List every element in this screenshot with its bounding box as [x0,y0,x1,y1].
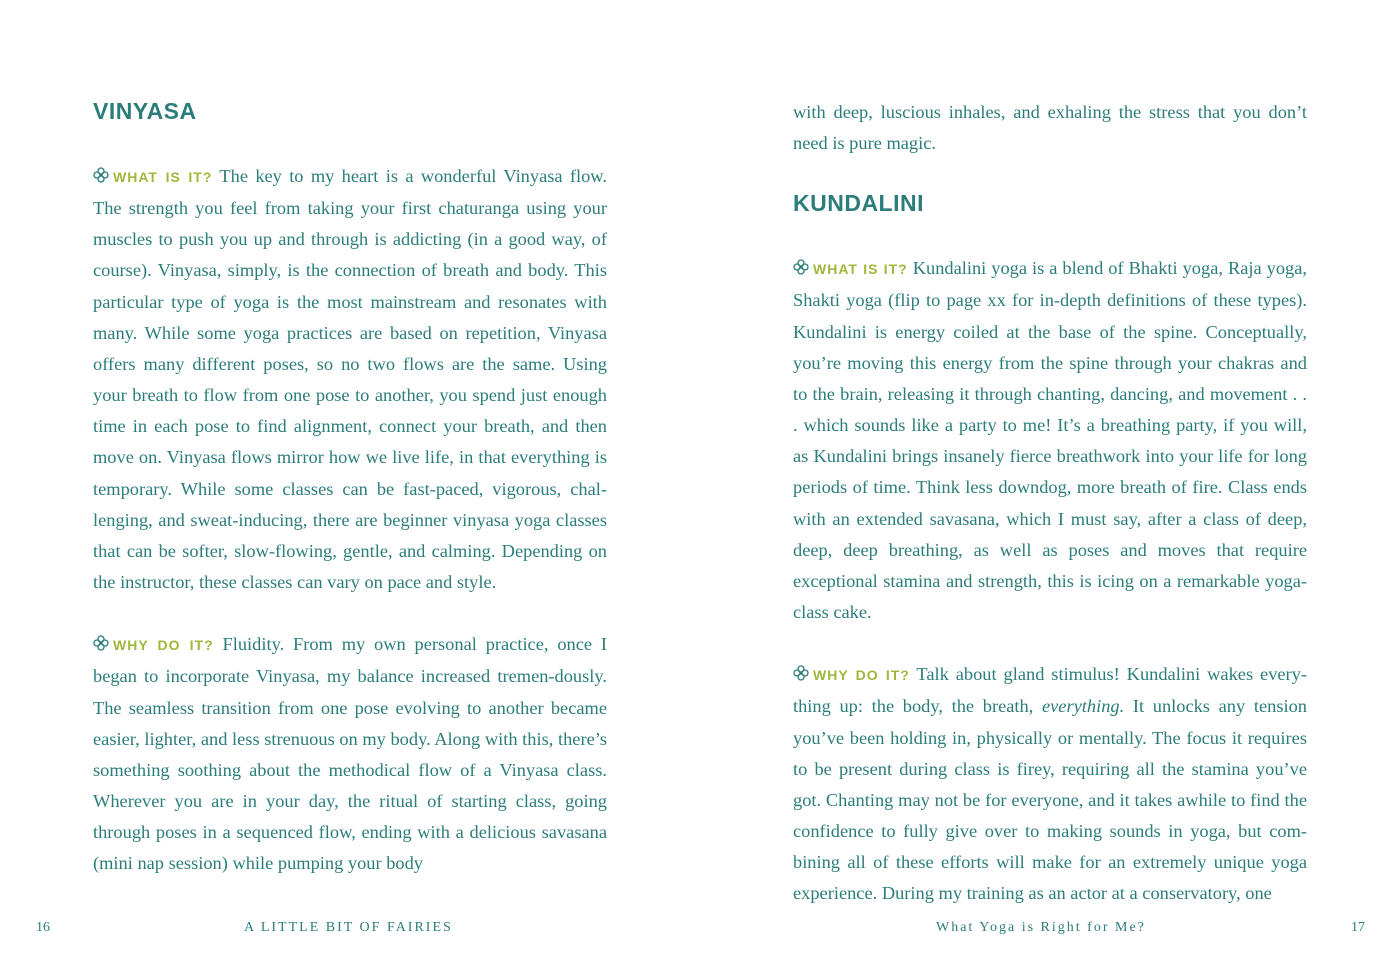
flower-icon [793,259,809,275]
right-column [793,97,1307,909]
section-heading-vinyasa: VINYASA [93,98,197,124]
vinyasa-why-paragraph [93,629,607,879]
what-is-it-label: WHAT IS IT? [813,261,908,278]
kundalini-why-emphasis: everything. [1041,696,1125,717]
vinyasa-why-text: Fluidity. From my own personal practice, once I began to incorporate Vinyasa, my balance increased tremen-dously. The seamless transition from one pose evolving to another became easier, lighter, and less strenuous on my body. Along with this, there’s something soothing about the methodical flow of a Vinyasa class. Wherever you are in your day, the ritual of starting class, going through poses in a sequenced flow, ending with a delicious savasana (mini nap session) while pumping your body [93,634,607,874]
flower-icon [93,167,109,183]
running-title-left: A LITTLE BIT OF FAIRIES [244,920,453,935]
kundalini-what-text: Kundalini yoga is a blend of Bhakti yoga, Raja yoga, Shakti yoga (flip to page xx for in-depth definitions of these types). Kundalini is energy coiled at the base of the spine. Conceptually, you’re moving this energy from the spine through your chakras and to the brain, releasing it through chanting, dancing, and movement . . . which sounds like a party to me! It’s a breathing party, if you will, as Kundalini brings insanely fierce breathwork into your life for long periods of time. Think less downdog, more breath of fire. Class ends with an extended savasana, which I must say, after a class of deep, deep, deep breathing, as well as poses and moves that require exceptional stamina and strength, this is icing on a remarkable yoga-class cake. [793,258,1307,623]
continuation-paragraph: with deep, luscious inhales, and exhaling the stress that you don’t need is pure magic. [793,102,1307,154]
page-number-right: 17 [1351,920,1365,935]
right-page [700,0,1400,980]
running-title-right: What Yoga is Right for Me? [936,920,1146,935]
what-is-it-label: WHAT IS IT? [113,169,213,185]
why-do-it-label: WHY DO IT? [113,637,214,654]
kundalini-why-text-2: It unlocks any tension you’ve been holding in, physically or mentally. The focus it requires to be present during class is firey, requiring all the stamina you’ve got. Chanting may not be for everyone, and it takes awhile to find the confidence to fully give over to making sounds in yoga, but com-bining all of these efforts will make for an extremely unique yoga experience. During my training as an actor at a conservatory, one [793,696,1307,904]
kundalini-why-paragraph [793,659,1307,909]
left-column [93,96,607,879]
flower-icon [793,665,809,681]
kundalini-what-paragraph [793,253,1307,628]
why-do-it-label: WHY DO IT? [813,667,910,684]
section-heading-kundalini: KUNDALINI [793,190,924,217]
vinyasa-what-text: The key to my heart is a wonderful Vinyasa flow. The strength you feel from taking your first chaturanga using your muscles to push you up and through is addicting (in a good way, of course). Vinyasa, simply, is the connection of breath and body. This particular type of yoga is the most mainstream and resonates with many. While some yoga practices are based on repetition, Vinyasa offers many different poses, so no two flows are the same. Using your breath to flow from one pose to another, you spend just enough time in each pose to find alignment, connect your breath, and then move on. Vinyasa flows mirror how we live life, in that everything is temporary. While some classes can be fast-paced, vigorous, chal-lenging, and sweat-inducing, there are beginner vinyasa yoga classes that can be softer, slow-flowing, gentle, and calming. Depending on the instructor, these classes can vary on pace and style. [93,166,607,593]
page-number-left: 16 [36,920,50,935]
vinyasa-what-paragraph [93,161,607,598]
kundalini-why-text-1: Talk about gland stimulus! Kundalini wakes every-thing up: the body, the breath, [793,664,1307,717]
flower-icon [93,635,109,651]
